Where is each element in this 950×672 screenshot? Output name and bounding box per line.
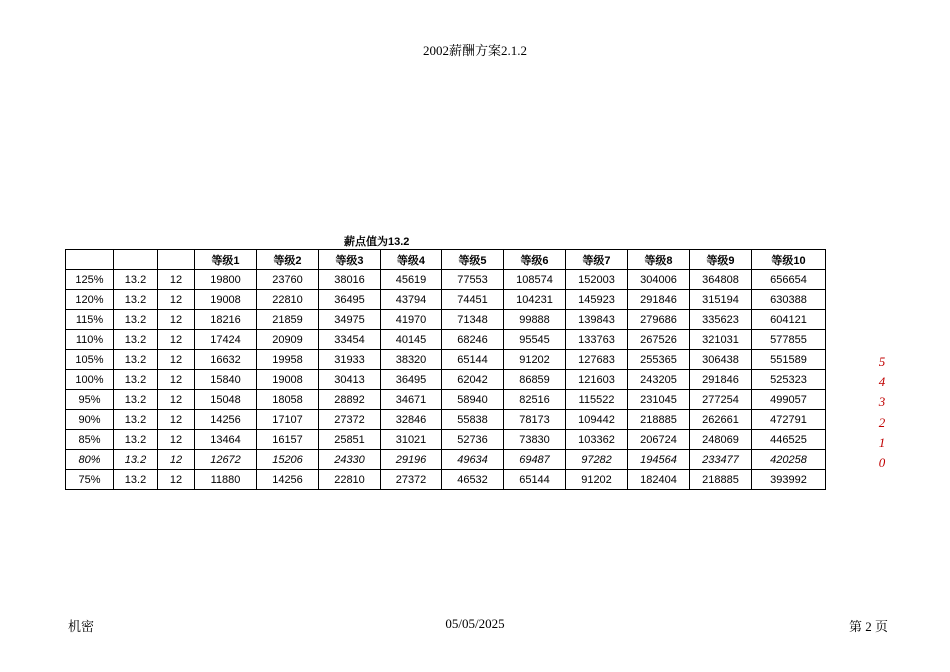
table-cell: 110% xyxy=(66,330,114,350)
table-cell: 28892 xyxy=(319,390,381,410)
table-cell: 18058 xyxy=(257,390,319,410)
table-cell: 68246 xyxy=(442,330,504,350)
table-header-row xyxy=(66,250,826,270)
table-caption: 薪点值为13.2 xyxy=(344,236,410,248)
column-header: 等级10 xyxy=(752,250,826,270)
table-cell: 31933 xyxy=(319,350,381,370)
table-cell: 472791 xyxy=(752,410,826,430)
table-cell: 12 xyxy=(158,390,195,410)
column-header: 等级8 xyxy=(628,250,690,270)
table-cell: 218885 xyxy=(690,470,752,490)
table-cell: 364808 xyxy=(690,270,752,290)
table-cell: 69487 xyxy=(504,450,566,470)
table-cell: 525323 xyxy=(752,370,826,390)
table-cell: 75% xyxy=(66,470,114,490)
table-cell: 13.2 xyxy=(114,390,158,410)
table-cell: 12 xyxy=(158,450,195,470)
footer-date: 05/05/2025 xyxy=(445,616,505,631)
table-cell: 62042 xyxy=(442,370,504,390)
table-cell: 25851 xyxy=(319,430,381,450)
table-cell: 604121 xyxy=(752,310,826,330)
side-number: 0 xyxy=(878,454,886,470)
table-cell: 12 xyxy=(158,470,195,490)
table-cell: 218885 xyxy=(628,410,690,430)
table-cell: 40145 xyxy=(381,330,442,350)
table-row xyxy=(66,450,826,470)
table-cell: 19958 xyxy=(257,350,319,370)
table-cell: 12 xyxy=(158,290,195,310)
table-cell: 125% xyxy=(66,270,114,290)
table-cell: 13.2 xyxy=(114,450,158,470)
table-cell: 108574 xyxy=(504,270,566,290)
table-cell: 15840 xyxy=(195,370,257,390)
table-cell: 38320 xyxy=(381,350,442,370)
column-header: 等级1 xyxy=(195,250,257,270)
table-cell: 19008 xyxy=(257,370,319,390)
table-cell: 243205 xyxy=(628,370,690,390)
table-row xyxy=(66,350,826,370)
column-header: 等级6 xyxy=(504,250,566,270)
table-cell: 233477 xyxy=(690,450,752,470)
table-cell: 23760 xyxy=(257,270,319,290)
table-cell: 12 xyxy=(158,410,195,430)
table-cell: 36495 xyxy=(381,370,442,390)
table-cell: 95% xyxy=(66,390,114,410)
table-cell: 13.2 xyxy=(114,310,158,330)
table-cell: 12672 xyxy=(195,450,257,470)
table-cell: 13.2 xyxy=(114,290,158,310)
side-number: 5 xyxy=(878,354,886,369)
table-row xyxy=(66,290,826,310)
table-cell: 291846 xyxy=(628,290,690,310)
table-row xyxy=(66,410,826,430)
table-cell: 105% xyxy=(66,350,114,370)
table-cell: 182404 xyxy=(628,470,690,490)
table-cell: 33454 xyxy=(319,330,381,350)
table-row xyxy=(66,430,826,450)
side-number: 1 xyxy=(878,434,886,450)
footer-page-number: 第 2 页 xyxy=(848,619,888,634)
table-cell: 13.2 xyxy=(114,410,158,430)
table-cell: 65144 xyxy=(442,350,504,370)
column-header: 等级3 xyxy=(319,250,381,270)
side-number: 3 xyxy=(878,394,886,410)
table-cell: 115% xyxy=(66,310,114,330)
table-body xyxy=(66,270,826,490)
table-cell: 38016 xyxy=(319,270,381,290)
table-row xyxy=(66,330,826,350)
table-cell: 46532 xyxy=(442,470,504,490)
table-cell: 74451 xyxy=(442,290,504,310)
table-cell: 194564 xyxy=(628,450,690,470)
column-header: 等级5 xyxy=(442,250,504,270)
table-row xyxy=(66,470,826,490)
table-cell: 91202 xyxy=(566,470,628,490)
table-cell: 49634 xyxy=(442,450,504,470)
table-cell: 291846 xyxy=(690,370,752,390)
table-cell: 18216 xyxy=(195,310,257,330)
table-cell: 13464 xyxy=(195,430,257,450)
table-cell: 15048 xyxy=(195,390,257,410)
salary-table xyxy=(65,249,826,490)
table-cell: 133763 xyxy=(566,330,628,350)
table-cell: 13.2 xyxy=(114,350,158,370)
table-cell: 17424 xyxy=(195,330,257,350)
table-cell: 304006 xyxy=(628,270,690,290)
table-cell: 24330 xyxy=(319,450,381,470)
table-cell: 127683 xyxy=(566,350,628,370)
table-cell: 335623 xyxy=(690,310,752,330)
table-cell: 115522 xyxy=(566,390,628,410)
table-cell: 267526 xyxy=(628,330,690,350)
table-cell: 55838 xyxy=(442,410,504,430)
table-cell: 13.2 xyxy=(114,470,158,490)
table-cell: 97282 xyxy=(566,450,628,470)
table-cell: 27372 xyxy=(381,470,442,490)
table-cell: 17107 xyxy=(257,410,319,430)
table-cell: 20909 xyxy=(257,330,319,350)
table-cell: 103362 xyxy=(566,430,628,450)
table-cell: 109442 xyxy=(566,410,628,430)
table-cell: 152003 xyxy=(566,270,628,290)
table-cell: 499057 xyxy=(752,390,826,410)
table-cell: 248069 xyxy=(690,430,752,450)
table-cell: 31021 xyxy=(381,430,442,450)
table-cell: 306438 xyxy=(690,350,752,370)
footer-confidential: 机密 xyxy=(68,619,95,634)
table-cell: 80% xyxy=(66,450,114,470)
table-row xyxy=(66,390,826,410)
table-cell: 52736 xyxy=(442,430,504,450)
table-cell: 12 xyxy=(158,270,195,290)
table-cell: 231045 xyxy=(628,390,690,410)
table-cell: 71348 xyxy=(442,310,504,330)
table-cell: 27372 xyxy=(319,410,381,430)
table-cell: 15206 xyxy=(257,450,319,470)
table-cell: 77553 xyxy=(442,270,504,290)
column-header: 等级9 xyxy=(690,250,752,270)
table-cell: 95545 xyxy=(504,330,566,350)
table-cell: 139843 xyxy=(566,310,628,330)
table-cell: 630388 xyxy=(752,290,826,310)
table-cell: 32846 xyxy=(381,410,442,430)
table-cell: 82516 xyxy=(504,390,566,410)
table-cell: 321031 xyxy=(690,330,752,350)
column-header xyxy=(114,250,158,270)
table-row xyxy=(66,270,826,290)
table-cell: 19008 xyxy=(195,290,257,310)
column-header: 等级7 xyxy=(566,250,628,270)
table-cell: 78173 xyxy=(504,410,566,430)
table-cell: 420258 xyxy=(752,450,826,470)
table-cell: 58940 xyxy=(442,390,504,410)
table-cell: 22810 xyxy=(257,290,319,310)
table-cell: 13.2 xyxy=(114,270,158,290)
table-cell: 12 xyxy=(158,310,195,330)
table-cell: 22810 xyxy=(319,470,381,490)
table-cell: 577855 xyxy=(752,330,826,350)
side-number-column xyxy=(872,352,892,473)
table-cell: 551589 xyxy=(752,350,826,370)
column-header xyxy=(66,250,114,270)
table-cell: 120% xyxy=(66,290,114,310)
table-row xyxy=(66,370,826,390)
table-cell: 100% xyxy=(66,370,114,390)
side-number: 2 xyxy=(878,414,886,430)
table-cell: 656654 xyxy=(752,270,826,290)
table-cell: 12 xyxy=(158,430,195,450)
table-cell: 104231 xyxy=(504,290,566,310)
table-cell: 255365 xyxy=(628,350,690,370)
table-cell: 315194 xyxy=(690,290,752,310)
table-cell: 99888 xyxy=(504,310,566,330)
column-header xyxy=(158,250,195,270)
table-cell: 14256 xyxy=(257,470,319,490)
table-cell: 12 xyxy=(158,370,195,390)
table-cell: 13.2 xyxy=(114,370,158,390)
page-title: 2002薪酬方案2.1.2 xyxy=(422,43,527,58)
table-cell: 91202 xyxy=(504,350,566,370)
table-cell: 29196 xyxy=(381,450,442,470)
table-cell: 45619 xyxy=(381,270,442,290)
column-header: 等级2 xyxy=(257,250,319,270)
table-cell: 11880 xyxy=(195,470,257,490)
table-cell: 393992 xyxy=(752,470,826,490)
table-cell: 90% xyxy=(66,410,114,430)
table-row xyxy=(66,310,826,330)
table-cell: 16632 xyxy=(195,350,257,370)
table-cell: 19800 xyxy=(195,270,257,290)
table-cell: 446525 xyxy=(752,430,826,450)
table-cell: 43794 xyxy=(381,290,442,310)
table-cell: 85% xyxy=(66,430,114,450)
column-header: 等级4 xyxy=(381,250,442,270)
table-cell: 21859 xyxy=(257,310,319,330)
table-cell: 206724 xyxy=(628,430,690,450)
table-cell: 65144 xyxy=(504,470,566,490)
table-cell: 36495 xyxy=(319,290,381,310)
table-cell: 279686 xyxy=(628,310,690,330)
table-cell: 34671 xyxy=(381,390,442,410)
table-cell: 14256 xyxy=(195,410,257,430)
table-cell: 145923 xyxy=(566,290,628,310)
table-cell: 12 xyxy=(158,350,195,370)
table-cell: 121603 xyxy=(566,370,628,390)
table-cell: 86859 xyxy=(504,370,566,390)
table-cell: 16157 xyxy=(257,430,319,450)
table-cell: 41970 xyxy=(381,310,442,330)
table-cell: 277254 xyxy=(690,390,752,410)
table-cell: 30413 xyxy=(319,370,381,390)
side-number: 4 xyxy=(878,374,886,390)
table-cell: 12 xyxy=(158,330,195,350)
table-cell: 73830 xyxy=(504,430,566,450)
table-cell: 13.2 xyxy=(114,430,158,450)
table-cell: 262661 xyxy=(690,410,752,430)
table-cell: 13.2 xyxy=(114,330,158,350)
table-cell: 34975 xyxy=(319,310,381,330)
